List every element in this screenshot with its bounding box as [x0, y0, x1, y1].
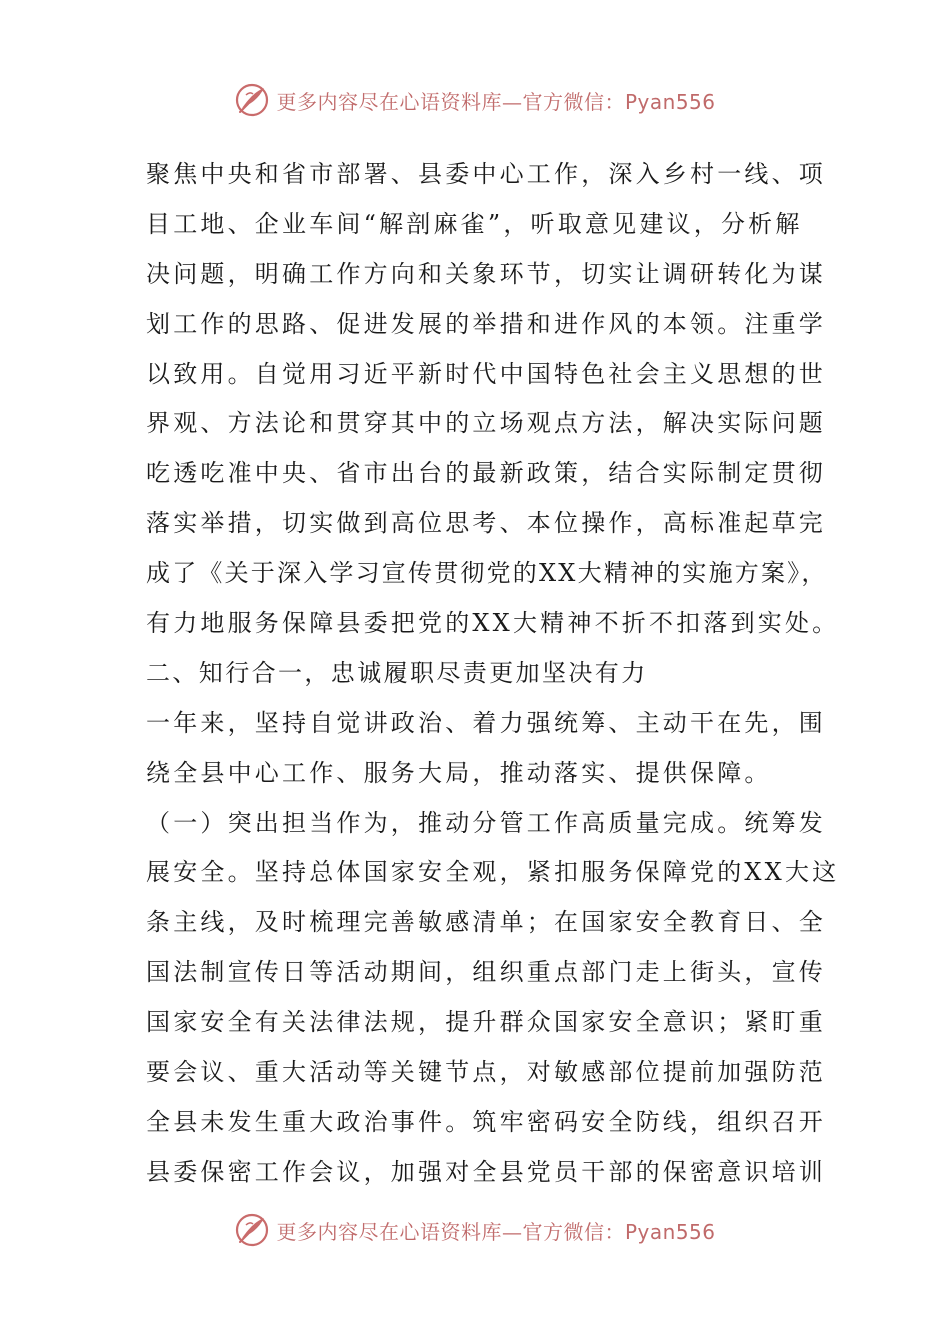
- text-line: 决问题，明确工作方向和关象环节，切实让调研转化为谋: [146, 259, 826, 288]
- text-line: 要会议、重大活动等关键节点，对敏感部位提前加强防范: [146, 1058, 826, 1087]
- header-banner: [0, 80, 950, 120]
- text-line: 国法制宣传日等活动期间，组织重点部门走上街头，宣传: [146, 958, 826, 987]
- wechat-id: Pyan556: [624, 89, 716, 114]
- wechat-id: Pyan556: [624, 1219, 716, 1244]
- banner-label: 更多内容尽在心语资料库—官方微信：: [276, 89, 625, 114]
- text-line: 有力地服务保障县委把党的XX大精神不折不扣落到实处。: [146, 609, 840, 638]
- text-line: 一年来，坚持自觉讲政治、着力强统筹、主动干在先，围: [146, 708, 826, 737]
- quill-logo-icon: [234, 1212, 270, 1248]
- subsection-line: （一）突出担当作为，推动分管工作高质量完成。统筹发: [146, 808, 826, 837]
- text-line: 成了《关于深入学习宣传贯彻党的XX大精神的实施方案》，: [146, 559, 828, 588]
- text-line: 界观、方法论和贯穿其中的立场观点方法，解决实际问题: [146, 409, 826, 438]
- text-line: 目工地、企业车间“解剖麻雀”，听取意见建议，分析解: [146, 209, 803, 238]
- text-line: 落实举措，切实做到高位思考、本位操作，高标准起草完: [146, 509, 826, 538]
- text-line: 国家安全有关法律法规，提升群众国家安全意识；紧盯重: [146, 1008, 826, 1037]
- text-line: 吃透吃准中央、省市出台的最新政策，结合实际制定贯彻: [146, 459, 826, 488]
- text-line: 划工作的思路、促进发展的举措和进作风的本领。注重学: [146, 309, 826, 338]
- text-line: 绕全县中心工作、服务大局，推动落实、提供保障。: [146, 758, 772, 787]
- banner-label: 更多内容尽在心语资料库—官方微信：: [276, 1219, 625, 1244]
- text-line: 展安全。坚持总体国家安全观，紧扣服务保障党的XX大这: [146, 858, 840, 887]
- banner-text: [276, 86, 715, 115]
- text-line: 以致用。自觉用习近平新时代中国特色社会主义思想的世: [146, 359, 826, 388]
- text-line: 聚焦中央和省市部署、县委中心工作，深入乡村一线、项: [146, 160, 826, 188]
- text-line: 全县未发生重大政治事件。筑牢密码安全防线，组织召开: [146, 1107, 826, 1136]
- text-line: 县委保密工作会议，加强对全县党员干部的保密意识培训: [146, 1157, 826, 1186]
- section-heading: 二、知行合一，忠诚履职尽责更加坚决有力: [146, 658, 648, 687]
- footer-banner: [0, 1210, 950, 1250]
- banner-text: [276, 1216, 715, 1245]
- text-line: 条主线，及时梳理完善敏感清单；在国家安全教育日、全: [146, 908, 826, 937]
- document-body: [146, 150, 840, 1198]
- quill-logo-icon: [234, 82, 270, 118]
